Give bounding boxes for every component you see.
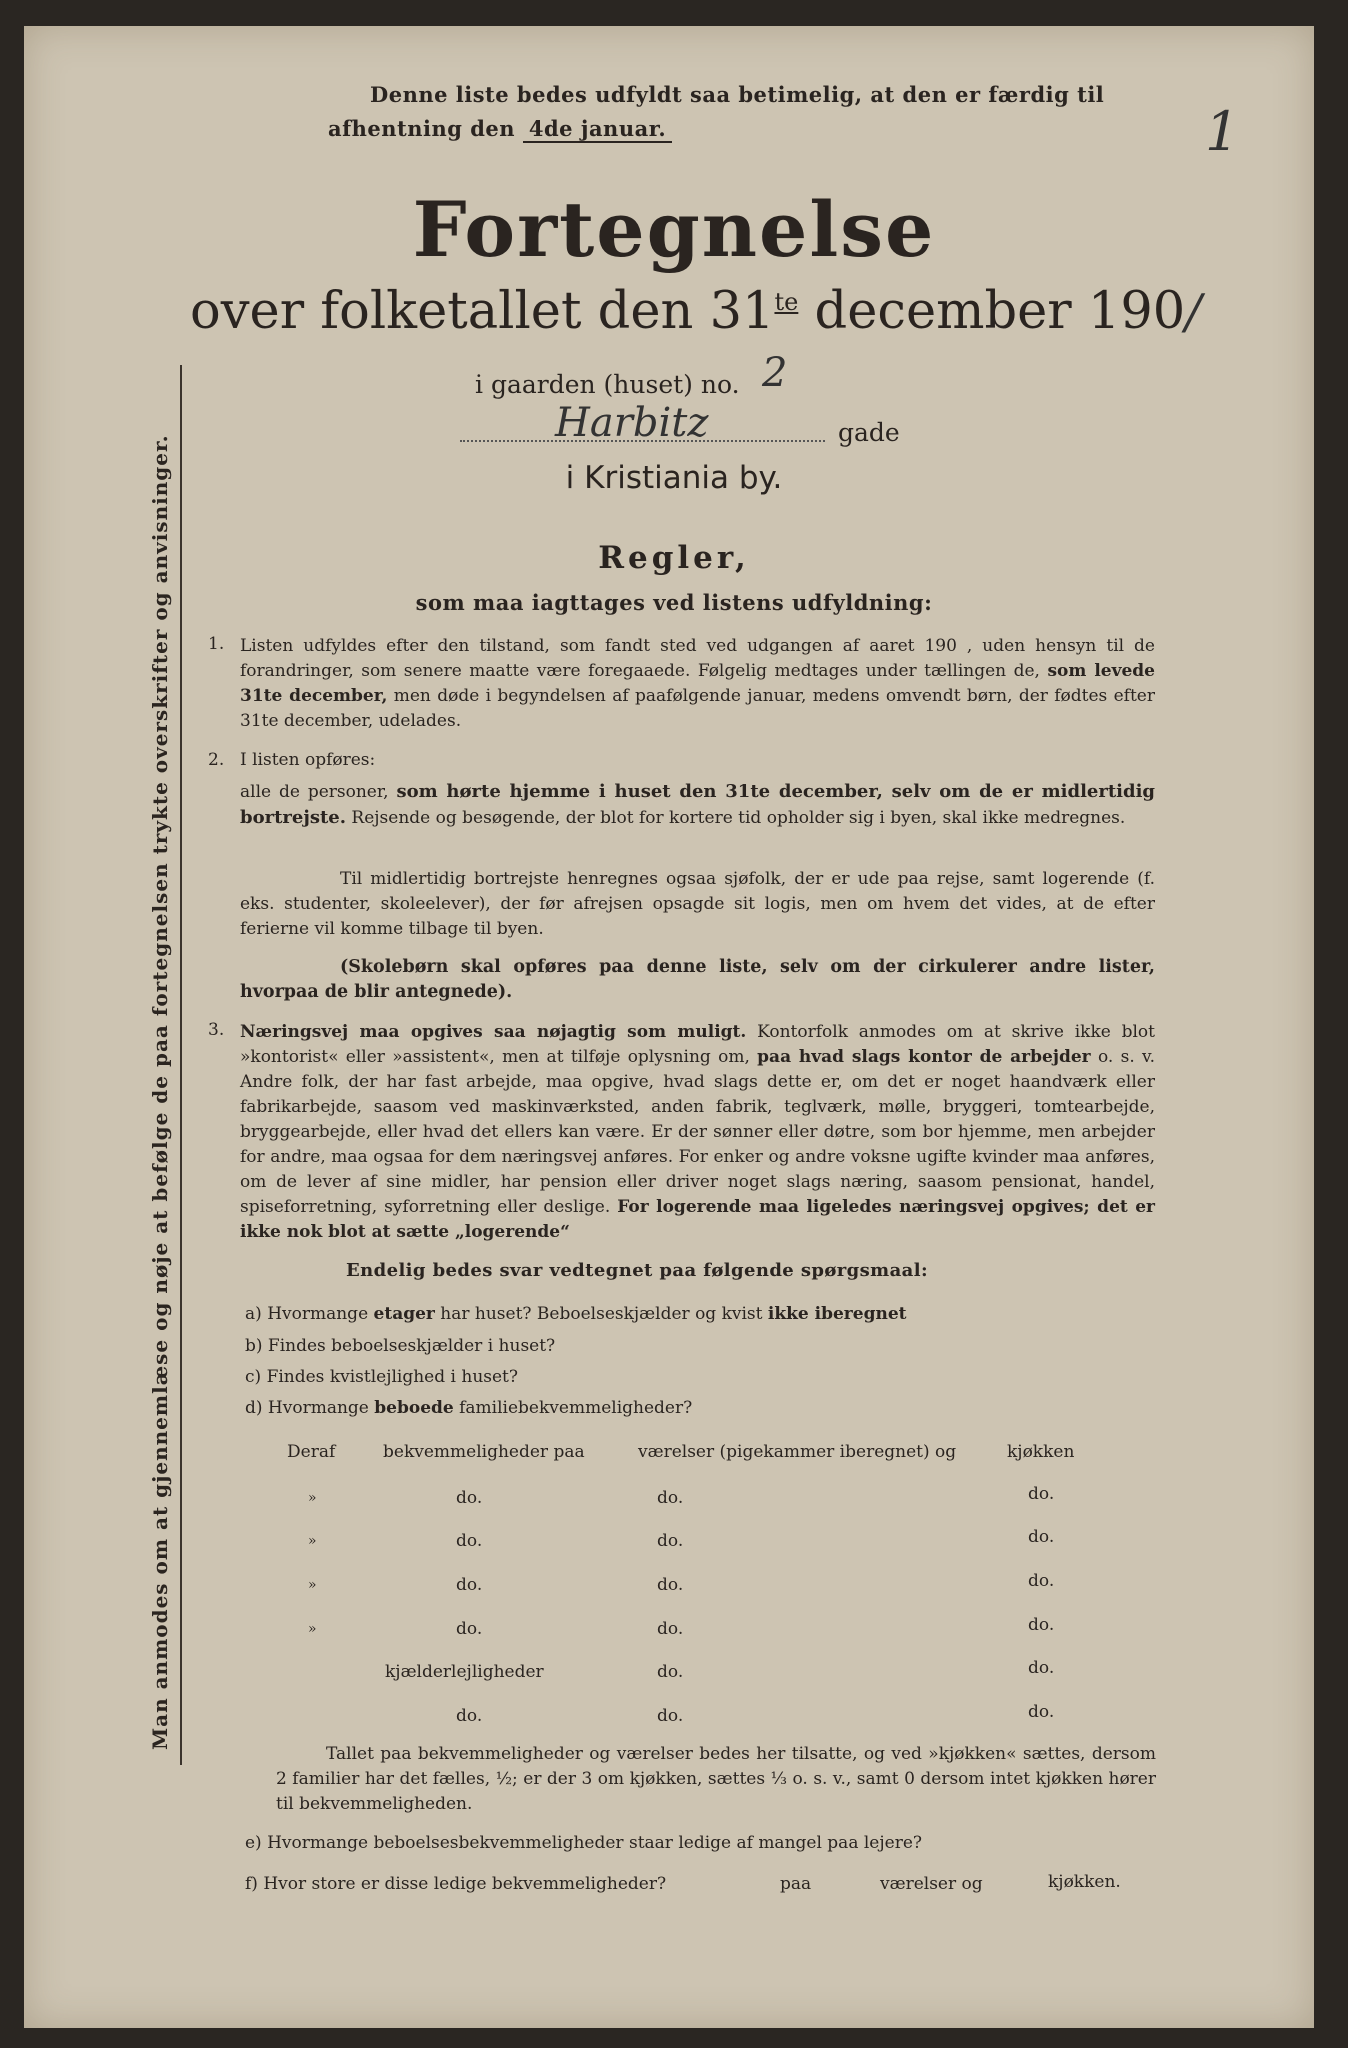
question-f-paa: paa bbox=[780, 1874, 812, 1894]
row-cell-2: do. bbox=[657, 1662, 684, 1682]
subtitle bbox=[190, 282, 1202, 341]
question-d-text: Hvormange bbox=[267, 1398, 369, 1418]
question-f-kjokken: kjøkken. bbox=[1048, 1872, 1121, 1892]
rule-1-part-b: som levede 31te december, bbox=[240, 661, 1155, 706]
question-f-text: Hvor store er disse ledige bekvemmeligheder? bbox=[263, 1874, 667, 1894]
row-cell-2: do. bbox=[657, 1619, 684, 1639]
row-lead: » bbox=[308, 1577, 317, 1593]
row-cell-3: do. bbox=[1028, 1615, 1055, 1635]
rule-1-part-c: men døde i begyndelsen af paafølgende januar, medens omvendt børn, der fødtes efter 31te december, udelades. bbox=[240, 686, 1155, 731]
question-d-label: d) bbox=[245, 1398, 263, 1418]
row-cell-2: do. bbox=[657, 1706, 684, 1726]
table-note: Tallet paa bekvemmeligheder og værelser bedes her tilsatte, og ved »kjøkken« sættes, dersom 2 familier har det fælles, ½; er der 3 om kjøkken, sættes ⅓ o. s. v., samt 0 dersom intet kjøkken hører til bekvemmeligheden. bbox=[276, 1744, 1156, 1814]
question-c-text: Findes kvistlejlighed i huset? bbox=[266, 1367, 519, 1387]
rule-2-para-2: Til midlertidig bortrejste henregnes ogsaa sjøfolk, der er ude paa rejse, samt logerende (f. eks. studenter, skoleelever), der før afrejsen opsagde sit logis, men om hvem det vides, at de efter ferierne vil komme tilbage til byen. bbox=[240, 869, 1155, 939]
row-cell-1: do. bbox=[456, 1575, 483, 1595]
handwritten-page-number: 1 bbox=[1205, 100, 1240, 163]
row-cell-3: do. bbox=[1028, 1702, 1055, 1722]
question-a-bold: etager bbox=[373, 1304, 435, 1324]
rule-3-part-b: Kontorfolk anmodes om at skrive ikke blot »kontorist« eller »assistent«, men at tilføje oplysning om, bbox=[240, 1022, 1155, 1067]
question-b-text: Findes beboelseskjælder i huset? bbox=[267, 1336, 556, 1356]
table-header-col3: kjøkken bbox=[1007, 1442, 1075, 1462]
row-cell-1: kjælderlejligheder bbox=[385, 1662, 544, 1682]
table-header-col2: værelser (pigekammer iberegnet) og bbox=[638, 1442, 957, 1462]
row-cell-2: do. bbox=[657, 1488, 684, 1508]
rule-3-part-d: o. s. v. Andre folk, der har fast arbejde, maa opgive, hvad slags dette er, om det er noget haandværk eller fabrikarbejde, saasom ved maskinværksted, anden fabrik, teglværk, mølle, bryggeri, tomtearbejde, bryggearbejde, eller hvad det ellers kan være. Er der sønner eller døtre, som bor hjemme, men arbejder for andre, maa ogsaa for dem næringsvej anføres. For enker og andre voksne ugifte kvinder maa anføres, om de lever af sine midler, har pension eller driver noget slags næring, saasom pensionat, handel, spiseforretning, syforretning eller deslige. bbox=[240, 1047, 1156, 1217]
question-e-text: Hvormange beboelsesbekvemmeligheder staar ledige af mangel paa lejere? bbox=[267, 1833, 922, 1853]
rules-subheading: som maa iagttages ved listens udfyldning: bbox=[415, 590, 933, 615]
question-e bbox=[245, 1833, 922, 1853]
rule-2-text bbox=[240, 779, 1155, 831]
row-cell-3: do. bbox=[1028, 1571, 1055, 1591]
handwritten-house-number: 2 bbox=[762, 350, 788, 396]
page-title: Fortegnelse bbox=[412, 185, 936, 274]
rule-3-part-c: paa hvad slags kontor de arbejder bbox=[757, 1047, 1091, 1067]
rule-2-part-c: Rejsende og besøgende, der blot for kortere tid opholder sig i byen, skal ikke medregnes. bbox=[351, 808, 1126, 828]
question-f-vaerelser: værelser og bbox=[880, 1874, 983, 1894]
rule-3-number: 3. bbox=[208, 1020, 225, 1040]
row-lead: » bbox=[308, 1490, 317, 1506]
question-a bbox=[245, 1304, 907, 1324]
rule-2-part-a: alle de personer, bbox=[240, 782, 389, 802]
row-cell-3: do. bbox=[1028, 1484, 1055, 1504]
question-d bbox=[245, 1398, 692, 1418]
question-a-label: a) bbox=[245, 1304, 262, 1324]
question-e-label: e) bbox=[245, 1833, 262, 1853]
row-cell-1: do. bbox=[456, 1706, 483, 1726]
notice-line-2 bbox=[328, 116, 672, 141]
notice-line-1: Denne liste bedes udfyldt saa betimelig, at den er færdig til bbox=[370, 82, 1105, 107]
rule-1-text bbox=[240, 634, 1155, 734]
rule-1-part-a: Listen udfyldes efter den tilstand, som fandt sted ved udgangen af aaret 190 , uden hensyn til de forandringer, som senere maatte være foregaaede. Følgelig medtages under tællingen de, bbox=[240, 636, 1155, 681]
house-label: i gaarden (huset) no. bbox=[475, 370, 740, 399]
questions-heading: Endelig bedes svar vedtegnet paa følgende spørgsmaal: bbox=[346, 1260, 929, 1281]
question-f-label: f) bbox=[245, 1874, 258, 1894]
rules-heading: Regler, bbox=[598, 540, 750, 576]
question-a-text2: har huset? Beboelseskjælder og kvist bbox=[440, 1304, 763, 1324]
rule-3-text bbox=[240, 1020, 1155, 1245]
sidebar-instruction: Man anmodes om at gjennemlæse og nøje at befølge de paa fortegnelsen trykte overskrifter og anvisninger. bbox=[148, 434, 172, 1750]
table-header-col1: bekvemmeligheder paa bbox=[383, 1442, 585, 1462]
rule-3-part-a: Næringsvej maa opgives saa nøjagtig som muligt. bbox=[240, 1022, 747, 1042]
rule-2-part-b: som hørte hjemme i huset den 31te december, selv om de er midlertidig bortrejste. bbox=[240, 781, 1156, 828]
notice-prefix: afhentning den bbox=[328, 116, 516, 141]
question-c-label: c) bbox=[245, 1367, 262, 1387]
rule-3-part-e: For logerende maa ligeledes næringsvej opgives; det er ikke nok blot at sætte „logerende“ bbox=[240, 1197, 1155, 1242]
rule-2-number: 2. bbox=[208, 750, 225, 770]
rule-2-para-3: (Skolebørn skal opføres paa denne liste, selv om der cirkulerer andre lister, hvorpaa de blir antegnede). bbox=[240, 957, 1155, 1002]
row-cell-3: do. bbox=[1028, 1658, 1055, 1678]
row-cell-1: do. bbox=[456, 1619, 483, 1639]
question-a-text: Hvormange bbox=[267, 1304, 369, 1324]
handwritten-year: / bbox=[1185, 284, 1202, 340]
question-d-text2: familiebekvemmeligheder? bbox=[459, 1398, 693, 1418]
city-label: i Kristiania by. bbox=[565, 460, 783, 496]
row-cell-2: do. bbox=[657, 1531, 684, 1551]
row-cell-2: do. bbox=[657, 1575, 684, 1595]
notice-date: 4de januar. bbox=[523, 116, 672, 143]
row-lead: » bbox=[308, 1533, 317, 1549]
handwritten-street: Harbitz bbox=[555, 400, 709, 446]
row-cell-3: do. bbox=[1028, 1527, 1055, 1547]
subtitle-suffix: december 190 bbox=[814, 282, 1186, 341]
street-suffix: gade bbox=[838, 418, 900, 447]
subtitle-prefix: over folketallet den 31 bbox=[190, 282, 775, 341]
question-d-bold: beboede bbox=[374, 1398, 454, 1418]
question-b bbox=[245, 1336, 555, 1356]
table-header-deraf: Deraf bbox=[287, 1442, 336, 1462]
row-cell-1: do. bbox=[456, 1488, 483, 1508]
question-f bbox=[245, 1874, 666, 1894]
question-b-label: b) bbox=[245, 1336, 263, 1356]
rule-1-number: 1. bbox=[208, 634, 225, 654]
question-a-bold2: ikke iberegnet bbox=[767, 1304, 907, 1324]
subtitle-sup: te bbox=[774, 288, 799, 316]
row-cell-1: do. bbox=[456, 1531, 483, 1551]
row-lead: » bbox=[308, 1621, 317, 1637]
question-c bbox=[245, 1367, 518, 1387]
rule-2-intro: I listen opføres: bbox=[240, 750, 376, 770]
